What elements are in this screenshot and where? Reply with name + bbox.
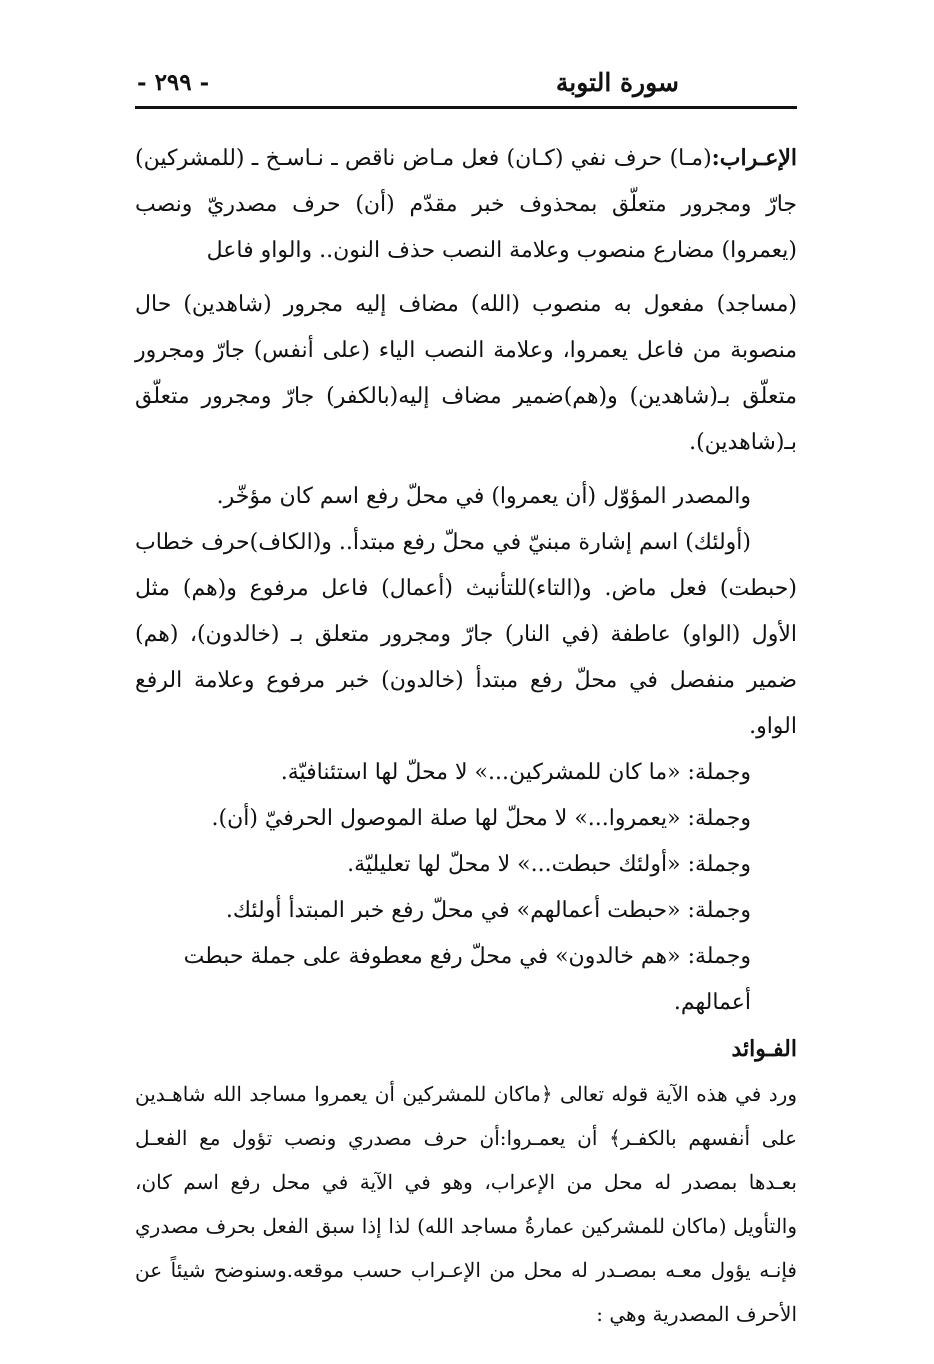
surah-title: سورة التوبة <box>555 67 679 97</box>
irab-paragraph-2: (مساجد) مفعول به منصوب (الله) مضاف إليه مجرور (شاهدين) حال منصوبة من فاعل يعمروا، وعلامة النصب الياء (على أنفس) جارّ ومجرور متعلّق بـ(شاهدين) و(هم)ضمير مضاف إليه(بالكفر) جارّ ومجرور متعلّق بـ(شاهدين). <box>135 292 797 455</box>
benefits-paragraph: ورد في هذه الآية قوله تعالى ﴿ماكان للمشركين أن يعمروا مساجد الله شاهـدين على أنفسهم بالكفـر﴾ أن يعمـروا:أن حرف مصدري ونصب تؤول مع الفعـل بعـدها بمصدر له محل من الإعراب، وهو في الآية في محل رفع اسم كان، والتأويل (ماكان للمشركين عمارةُ مساجد الله) لذا إذا سبق الفعل بحرف مصدري فإنـه يؤول معـه بمصـدر له محل من الإعـراب حسب موقعه.وسنوضح شيئاً عن الأحرف المصدرية وهي : <box>135 1082 798 1326</box>
irab-paragraph-3: والمصدر المؤوّل (أن يعمروا) في محلّ رفع اسم كان مؤخّر. <box>216 484 751 509</box>
irab-paragraph-1 <box>135 135 797 274</box>
book-page <box>135 58 797 1336</box>
benefits-heading: الفـوائد <box>731 1036 797 1062</box>
irab-heading: الإعـراب: <box>711 145 797 171</box>
list-item: وجملة: «يعمروا...» لا محلّ لها صلة الموصول الحرفيّ (أن). <box>211 806 751 831</box>
list-item: وجملة: «أولئك حبطت...» لا محلّ لها تعليليّة. <box>347 852 751 877</box>
irab-paragraph-4: (أولئك) اسم إشارة مبنيّ في محلّ رفع مبتدأ.. و(الكاف)حرف خطاب (حبطت) فعل ماض. و(التاء)للتأنيث (أعمال) فاعل مرفوع و(هم) مثل الأول (الواو) عاطفة (في النار) جارّ ومجرور متعلق بـ (خالدون)، (هم) ضمير منفصل في محلّ رفع مبتدأ (خالدون) خبر مرفوع وعلامة الرفع الواو. <box>135 530 797 739</box>
list-item: وجملة: «ما كان للمشركين...» لا محلّ لها استئنافيّة. <box>280 760 751 785</box>
sentence-analysis-list <box>135 750 797 1026</box>
page-number: - ٢٩٩ - <box>137 68 210 96</box>
page-body <box>135 135 797 1336</box>
irab-text-1: (مـا) حرف نفي (كـان) فعل مـاض ناقص ـ نـاسـخ ـ (للمشركين) جارّ ومجرور متعلّق بمحذوف خبر مقدّم (أن) حرف مصدريّ ونصب (يعمروا) مضارع منصوب وعلامة النصب حذف النون.. والواو فاعل <box>135 146 797 263</box>
list-item: وجملة: «حبطت أعمالهم» في محلّ رفع خبر المبتدأ أولئك. <box>225 898 751 923</box>
list-item: وجملة: «هم خالدون» في محلّ رفع معطوفة على جملة حبطت أعمالهم. <box>183 944 751 1015</box>
page-header <box>135 58 797 109</box>
